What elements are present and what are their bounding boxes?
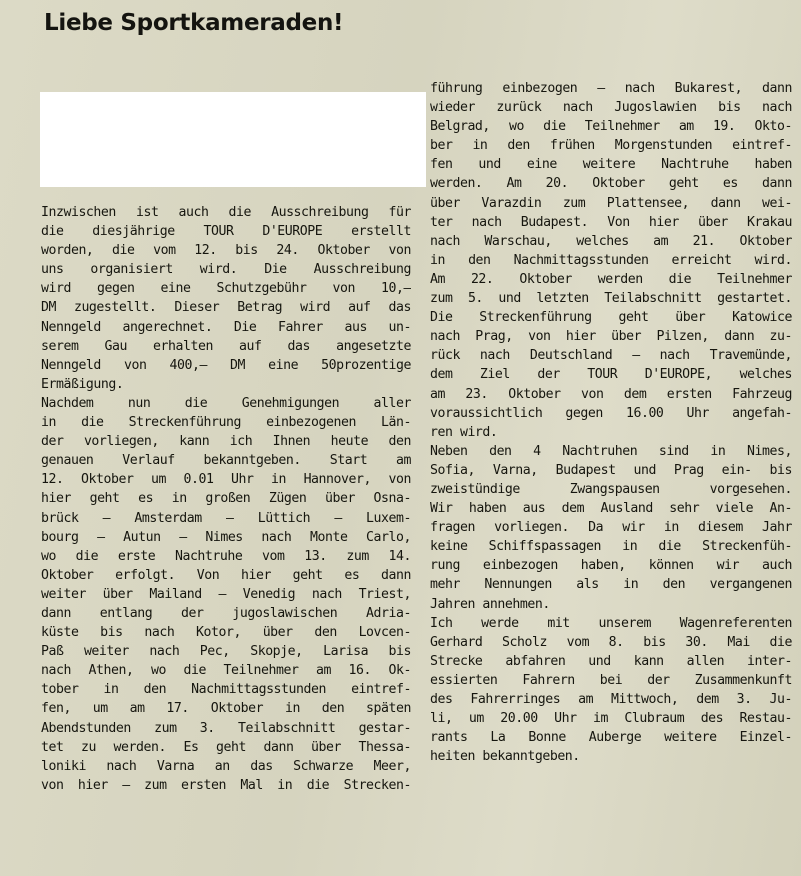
- text-line: rung einbezogen haben, können wir auch: [430, 558, 792, 574]
- text-line: führung einbezogen – nach Bukarest, dann: [430, 81, 792, 96]
- text-line: essierten Fahrern bei der Zusammenkunft: [430, 672, 792, 688]
- left-column: [41, 203, 411, 795]
- text-line: werden. Am 20. Oktober geht es dann: [430, 176, 792, 192]
- text-line: ber in den frühen Morgenstunden eintref-: [430, 138, 792, 154]
- text-line: Abendstunden zum 3. Teilabschnitt gestar-: [41, 720, 411, 736]
- text-line: Nenngeld angerechnet. Die Fahrer aus un-: [41, 319, 411, 335]
- text-line: ter nach Budapest. Von hier über Krakau: [430, 214, 792, 230]
- text-line: des Fahrerringes am Mittwoch, dem 3. Ju-: [430, 692, 792, 707]
- text-line: nach Athen, wo die Teilnehmer am 16. Ok-: [41, 663, 411, 679]
- text-line: Nenngeld von 400,– DM eine 50prozentige: [41, 357, 411, 373]
- text-line: Gerhard Scholz vom 8. bis 30. Mai die: [430, 634, 792, 650]
- text-line: heiten bekanntgeben.: [430, 749, 580, 765]
- text-line: voraussichtlich gegen 16.00 Uhr angefah-: [430, 405, 792, 421]
- text-line: DM zugestellt. Dieser Betrag wird auf das: [41, 300, 411, 316]
- text-line: Paß weiter nach Pec, Skopje, Larisa bis: [41, 644, 411, 660]
- text-line: am 23. Oktober von dem ersten Fahrzeug: [430, 386, 792, 402]
- text-line: Ermäßigung.: [41, 376, 124, 392]
- headline: Liebe Sportkameraden!: [44, 10, 344, 36]
- text-line: brück – Amsterdam – Lüttich – Luxem-: [41, 510, 411, 526]
- text-line: Die Streckenführung geht über Katowice: [430, 310, 792, 326]
- text-line: rück nach Deutschland – nach Travemünde,: [430, 348, 792, 364]
- text-line: bourg – Autun – Nimes nach Monte Carlo,: [41, 529, 411, 545]
- text-line: Strecke abfahren und kann allen inter-: [430, 653, 792, 669]
- text-line: wo die erste Nachtruhe vom 13. zum 14.: [41, 548, 411, 564]
- text-line: weiter über Mailand – Venedig nach Triest,: [41, 586, 411, 602]
- text-line: wieder zurück nach Jugoslawien bis nach: [430, 100, 792, 116]
- text-line: dann entlang der jugoslawischen Adria-: [41, 605, 411, 621]
- text-line: Belgrad, wo die Teilnehmer am 19. Okto-: [430, 119, 792, 135]
- text-line: Neben den 4 Nachtruhen sind in Nimes,: [430, 443, 792, 459]
- text-line: nach Warschau, welches am 21. Oktober: [430, 233, 792, 249]
- text-line: fen und eine weitere Nachtruhe haben: [430, 157, 792, 173]
- text-line: mehr Nennungen als in den vergangenen: [430, 577, 792, 593]
- text-line: fen, um am 17. Oktober in den späten: [41, 701, 411, 717]
- text-line: Inzwischen ist auch die Ausschreibung für: [41, 205, 411, 220]
- redacted-area: [40, 92, 426, 187]
- text-line: der vorliegen, kann ich Ihnen heute den: [41, 434, 411, 450]
- text-line: fragen vorliegen. Da wir in diesem Jahr: [430, 520, 792, 536]
- text-line: in den Nachmittagsstunden erreicht wird.: [430, 252, 792, 268]
- text-line: Oktober erfolgt. Von hier geht es dann: [41, 567, 411, 583]
- text-line: wird gegen eine Schutzgebühr von 10,–: [41, 281, 411, 297]
- text-line: li, um 20.00 Uhr im Clubraum des Restau-: [430, 711, 792, 727]
- text-line: Ich werde mit unserem Wagenreferenten: [430, 615, 792, 631]
- text-line: serem Gau erhalten auf das angesetzte: [41, 338, 411, 354]
- right-column: [430, 79, 792, 766]
- text-line: genauen Verlauf bekanntgeben. Start am: [41, 453, 411, 469]
- text-line: hier geht es in großen Zügen über Osna-: [41, 491, 411, 507]
- text-line: Am 22. Oktober werden die Teilnehmer: [430, 271, 792, 287]
- text-line: tober in den Nachmittagsstunden eintref-: [41, 682, 411, 698]
- text-line: worden, die vom 12. bis 24. Oktober von: [41, 243, 411, 259]
- text-line: tet zu werden. Es geht dann über Thessa-: [41, 739, 411, 755]
- text-line: Wir haben aus dem Ausland sehr viele An-: [430, 501, 792, 517]
- text-line: Nachdem nun die Genehmigungen aller: [41, 395, 411, 411]
- text-line: uns organisiert wird. Die Ausschreibung: [41, 262, 411, 278]
- text-line: über Varazdin zum Plattensee, dann wei-: [430, 195, 792, 211]
- text-line: von hier – zum ersten Mal in die Strecken-: [41, 777, 411, 793]
- text-line: zum 5. und letzten Teilabschnitt gestartet.: [430, 291, 792, 307]
- text-line: in die Streckenführung einbezogenen Län-: [41, 415, 411, 431]
- text-line: nach Prag, von hier über Pilzen, dann zu-: [430, 329, 792, 345]
- text-line: loniki nach Varna an das Schwarze Meer,: [41, 758, 411, 774]
- text-line: Sofia, Varna, Budapest und Prag ein- bis: [430, 462, 792, 478]
- text-line: ren wird.: [430, 424, 498, 440]
- text-line: Jahren annehmen.: [430, 596, 550, 612]
- text-line: dem Ziel der TOUR D'EUROPE, welches: [430, 367, 792, 383]
- text-line: 12. Oktober um 0.01 Uhr in Hannover, von: [41, 472, 411, 488]
- text-line: küste bis nach Kotor, über den Lovcen-: [41, 625, 411, 641]
- text-line: rants La Bonne Auberge weitere Einzel-: [430, 730, 792, 746]
- text-line: keine Schiffspassagen in die Streckenfüh-: [430, 539, 792, 555]
- text-line: die diesjährige TOUR D'EUROPE erstellt: [41, 224, 411, 240]
- text-line: zweistündige Zwangspausen vorgesehen.: [430, 481, 792, 497]
